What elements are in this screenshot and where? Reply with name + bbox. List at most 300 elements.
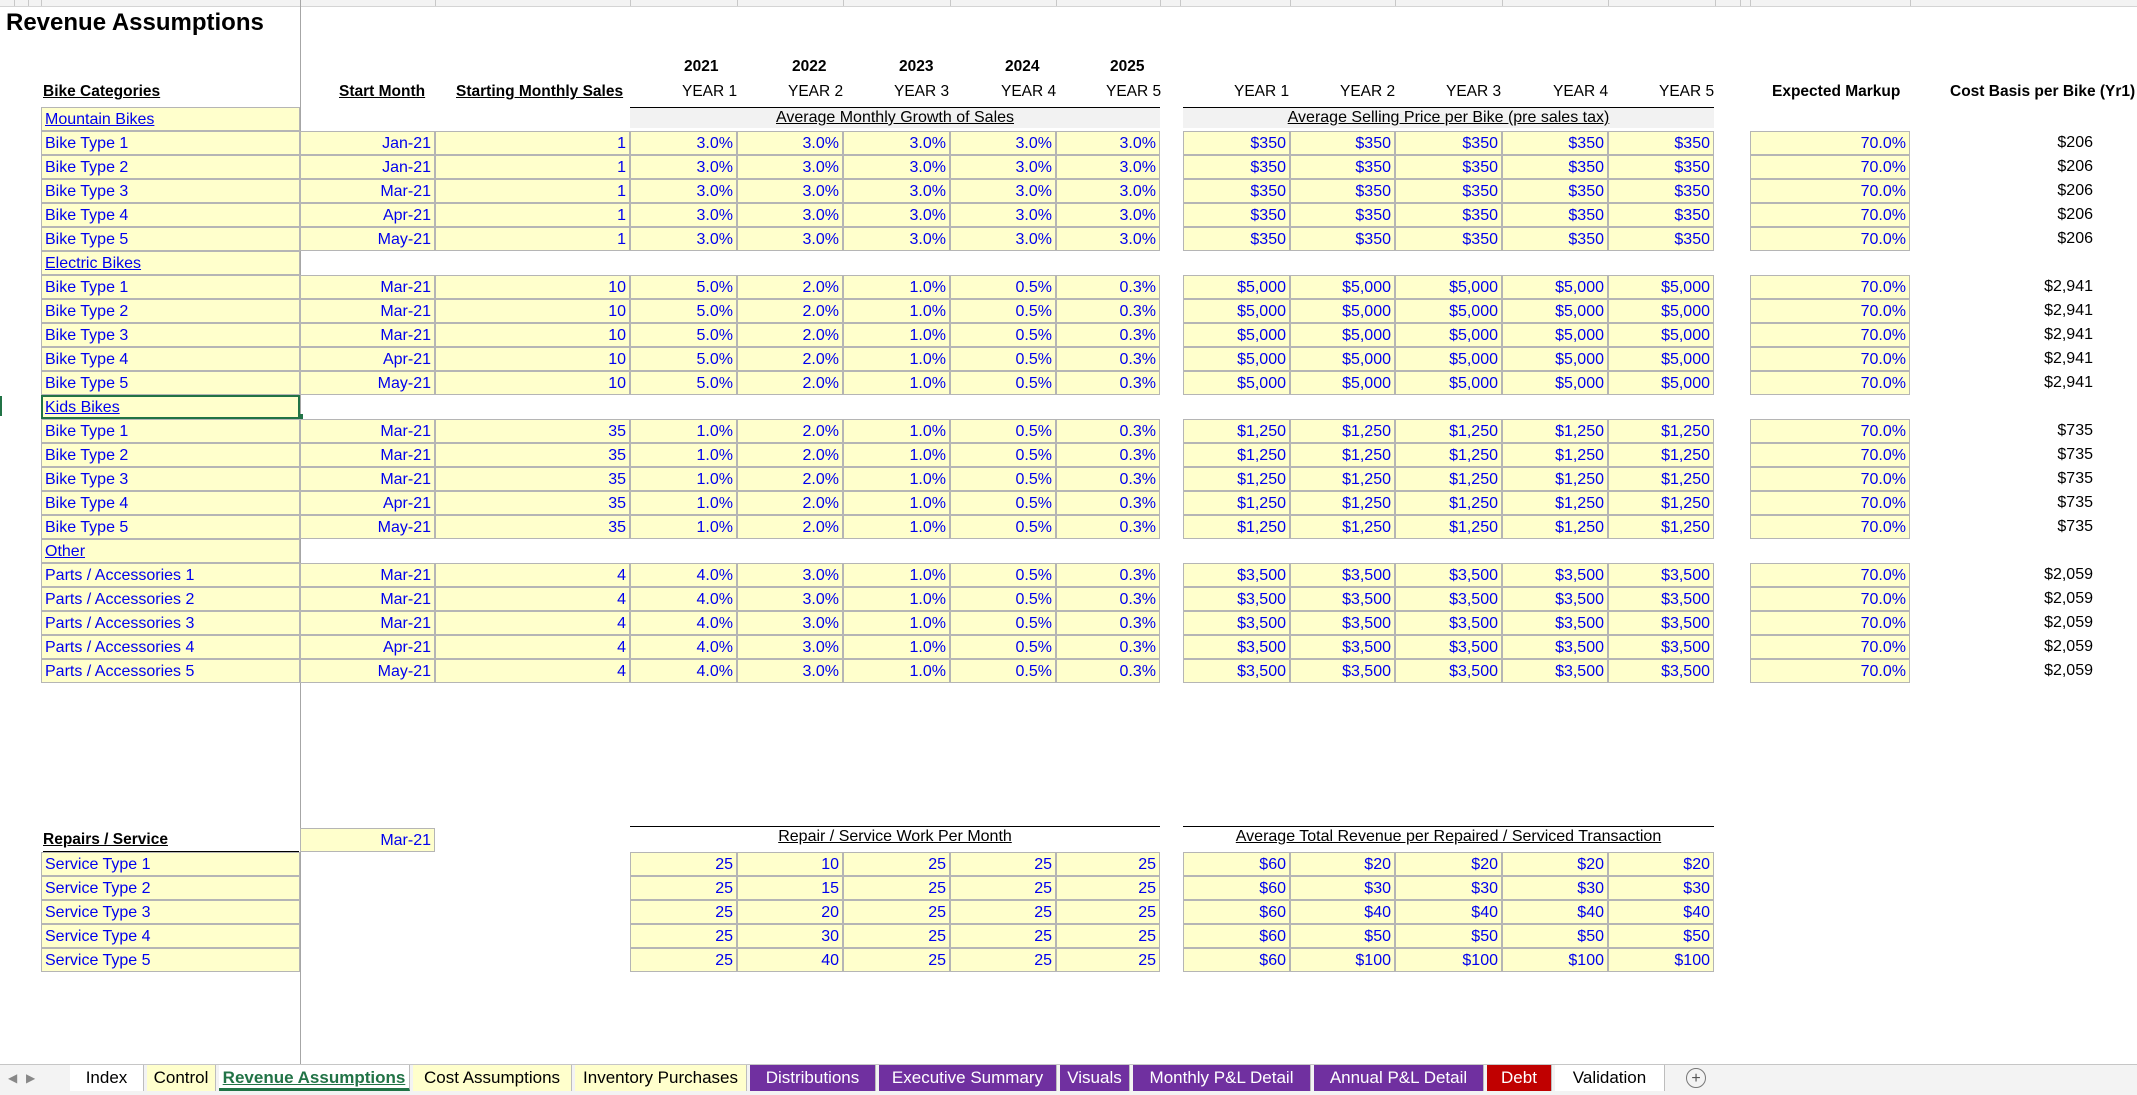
start-month-cell[interactable]: Apr-21 [300, 491, 435, 515]
growth-cell[interactable]: 3.0% [630, 227, 737, 251]
growth-cell[interactable]: 2.0% [737, 491, 843, 515]
growth-cell[interactable]: 0.5% [950, 611, 1056, 635]
starting-sales-cell[interactable]: 1 [435, 179, 630, 203]
growth-cell[interactable]: 3.0% [1056, 227, 1160, 251]
start-month-cell[interactable]: Mar-21 [300, 275, 435, 299]
price-cell[interactable]: $1,250 [1608, 443, 1714, 467]
starting-sales-cell[interactable]: 1 [435, 131, 630, 155]
markup-cell[interactable]: 70.0% [1750, 659, 1910, 683]
growth-cell[interactable]: 3.0% [1056, 155, 1160, 179]
repair-work-cell[interactable]: 25 [843, 948, 950, 972]
growth-cell[interactable]: 2.0% [737, 371, 843, 395]
repair-revenue-cell[interactable]: $60 [1183, 900, 1290, 924]
growth-cell[interactable]: 1.0% [843, 611, 950, 635]
price-cell[interactable]: $1,250 [1502, 443, 1608, 467]
price-cell[interactable]: $5,000 [1502, 371, 1608, 395]
price-cell[interactable]: $350 [1502, 131, 1608, 155]
growth-cell[interactable]: 3.0% [1056, 179, 1160, 203]
price-cell[interactable]: $350 [1502, 179, 1608, 203]
growth-cell[interactable]: 1.0% [630, 515, 737, 539]
repair-revenue-cell[interactable]: $60 [1183, 924, 1290, 948]
tab-index[interactable]: Index [70, 1065, 144, 1091]
repair-revenue-cell[interactable]: $40 [1502, 900, 1608, 924]
price-cell[interactable]: $350 [1502, 227, 1608, 251]
start-month-cell[interactable]: Mar-21 [300, 611, 435, 635]
price-cell[interactable]: $5,000 [1608, 323, 1714, 347]
repair-revenue-cell[interactable]: $60 [1183, 876, 1290, 900]
markup-cell[interactable]: 70.0% [1750, 515, 1910, 539]
price-cell[interactable]: $5,000 [1290, 323, 1395, 347]
growth-cell[interactable]: 3.0% [950, 131, 1056, 155]
plus-circle-icon[interactable]: + [1686, 1068, 1706, 1088]
price-cell[interactable]: $1,250 [1395, 419, 1502, 443]
markup-cell[interactable]: 70.0% [1750, 587, 1910, 611]
starting-sales-cell[interactable]: 35 [435, 491, 630, 515]
tab-cost-assumptions[interactable]: Cost Assumptions [413, 1065, 572, 1091]
row-label[interactable]: Bike Type 3 [41, 467, 300, 491]
start-month-cell[interactable]: Jan-21 [300, 155, 435, 179]
price-cell[interactable]: $350 [1183, 227, 1290, 251]
repair-revenue-cell[interactable]: $30 [1502, 876, 1608, 900]
repair-revenue-cell[interactable]: $40 [1608, 900, 1714, 924]
growth-cell[interactable]: 1.0% [843, 563, 950, 587]
growth-cell[interactable]: 1.0% [630, 467, 737, 491]
growth-cell[interactable]: 4.0% [630, 587, 737, 611]
growth-cell[interactable]: 1.0% [843, 443, 950, 467]
markup-cell[interactable]: 70.0% [1750, 371, 1910, 395]
repair-revenue-cell[interactable]: $50 [1608, 924, 1714, 948]
markup-cell[interactable]: 70.0% [1750, 443, 1910, 467]
repair-work-cell[interactable]: 25 [630, 900, 737, 924]
start-month-cell[interactable]: Mar-21 [300, 587, 435, 611]
growth-cell[interactable]: 1.0% [630, 419, 737, 443]
price-cell[interactable]: $350 [1183, 203, 1290, 227]
repair-work-cell[interactable]: 25 [950, 852, 1056, 876]
row-label[interactable]: Parts / Accessories 3 [41, 611, 300, 635]
repair-work-cell[interactable]: 20 [737, 900, 843, 924]
repair-revenue-cell[interactable]: $50 [1395, 924, 1502, 948]
price-cell[interactable]: $5,000 [1608, 275, 1714, 299]
price-cell[interactable]: $1,250 [1290, 491, 1395, 515]
growth-cell[interactable]: 3.0% [843, 155, 950, 179]
price-cell[interactable]: $3,500 [1608, 563, 1714, 587]
start-month-cell[interactable]: Mar-21 [300, 179, 435, 203]
markup-cell[interactable]: 70.0% [1750, 179, 1910, 203]
price-cell[interactable]: $1,250 [1290, 419, 1395, 443]
price-cell[interactable]: $3,500 [1395, 659, 1502, 683]
markup-cell[interactable]: 70.0% [1750, 131, 1910, 155]
start-month-cell[interactable]: Jan-21 [300, 131, 435, 155]
price-cell[interactable]: $1,250 [1502, 491, 1608, 515]
price-cell[interactable]: $5,000 [1183, 323, 1290, 347]
caret-right-icon[interactable]: ▶ [26, 1071, 36, 1085]
price-cell[interactable]: $3,500 [1502, 563, 1608, 587]
starting-sales-cell[interactable]: 1 [435, 203, 630, 227]
growth-cell[interactable]: 0.3% [1056, 275, 1160, 299]
growth-cell[interactable]: 5.0% [630, 275, 737, 299]
price-cell[interactable]: $1,250 [1183, 467, 1290, 491]
growth-cell[interactable]: 3.0% [1056, 203, 1160, 227]
growth-cell[interactable]: 0.3% [1056, 323, 1160, 347]
repair-revenue-cell[interactable]: $40 [1290, 900, 1395, 924]
price-cell[interactable]: $350 [1608, 203, 1714, 227]
price-cell[interactable]: $350 [1395, 131, 1502, 155]
repair-revenue-cell[interactable]: $40 [1395, 900, 1502, 924]
growth-cell[interactable]: 5.0% [630, 347, 737, 371]
starting-sales-cell[interactable]: 4 [435, 635, 630, 659]
price-cell[interactable]: $5,000 [1395, 299, 1502, 323]
price-cell[interactable]: $3,500 [1395, 587, 1502, 611]
growth-cell[interactable]: 0.3% [1056, 611, 1160, 635]
repair-revenue-cell[interactable]: $60 [1183, 852, 1290, 876]
price-cell[interactable]: $3,500 [1502, 659, 1608, 683]
repair-work-cell[interactable]: 30 [737, 924, 843, 948]
row-label[interactable]: Bike Type 4 [41, 491, 300, 515]
start-month-cell[interactable]: Mar-21 [300, 323, 435, 347]
row-label[interactable]: Bike Type 1 [41, 419, 300, 443]
price-cell[interactable]: $5,000 [1395, 323, 1502, 347]
start-month-cell[interactable]: May-21 [300, 227, 435, 251]
price-cell[interactable]: $5,000 [1183, 299, 1290, 323]
price-cell[interactable]: $5,000 [1290, 299, 1395, 323]
price-cell[interactable]: $350 [1608, 131, 1714, 155]
price-cell[interactable]: $1,250 [1290, 467, 1395, 491]
repair-revenue-cell[interactable]: $30 [1608, 876, 1714, 900]
markup-cell[interactable]: 70.0% [1750, 611, 1910, 635]
tab-debt[interactable]: Debt [1487, 1065, 1552, 1091]
growth-cell[interactable]: 1.0% [843, 275, 950, 299]
growth-cell[interactable]: 2.0% [737, 419, 843, 443]
row-label[interactable]: Parts / Accessories 5 [41, 659, 300, 683]
repair-work-cell[interactable]: 25 [843, 900, 950, 924]
growth-cell[interactable]: 0.3% [1056, 563, 1160, 587]
starting-sales-cell[interactable]: 35 [435, 443, 630, 467]
repair-work-cell[interactable]: 25 [1056, 924, 1160, 948]
service-row-label[interactable]: Service Type 3 [41, 900, 300, 924]
price-cell[interactable]: $350 [1502, 203, 1608, 227]
caret-left-icon[interactable]: ◀ [8, 1071, 18, 1085]
growth-cell[interactable]: 0.5% [950, 563, 1056, 587]
growth-cell[interactable]: 3.0% [843, 227, 950, 251]
growth-cell[interactable]: 4.0% [630, 563, 737, 587]
growth-cell[interactable]: 3.0% [843, 179, 950, 203]
price-cell[interactable]: $3,500 [1502, 635, 1608, 659]
repair-work-cell[interactable]: 25 [630, 852, 737, 876]
price-cell[interactable]: $3,500 [1183, 611, 1290, 635]
price-cell[interactable]: $5,000 [1395, 275, 1502, 299]
starting-sales-cell[interactable]: 35 [435, 419, 630, 443]
row-label[interactable]: Bike Type 1 [41, 275, 300, 299]
start-month-cell[interactable]: May-21 [300, 515, 435, 539]
price-cell[interactable]: $1,250 [1502, 515, 1608, 539]
growth-cell[interactable]: 0.3% [1056, 419, 1160, 443]
price-cell[interactable]: $5,000 [1502, 347, 1608, 371]
service-row-label[interactable]: Service Type 2 [41, 876, 300, 900]
start-month-cell[interactable]: Mar-21 [300, 443, 435, 467]
growth-cell[interactable]: 3.0% [630, 203, 737, 227]
repair-work-cell[interactable]: 25 [950, 924, 1056, 948]
markup-cell[interactable]: 70.0% [1750, 491, 1910, 515]
growth-cell[interactable]: 4.0% [630, 635, 737, 659]
growth-cell[interactable]: 1.0% [843, 515, 950, 539]
growth-cell[interactable]: 0.5% [950, 515, 1056, 539]
growth-cell[interactable]: 5.0% [630, 323, 737, 347]
price-cell[interactable]: $5,000 [1183, 275, 1290, 299]
price-cell[interactable]: $350 [1290, 155, 1395, 179]
price-cell[interactable]: $5,000 [1290, 371, 1395, 395]
repair-work-cell[interactable]: 25 [630, 924, 737, 948]
starting-sales-cell[interactable]: 1 [435, 155, 630, 179]
markup-cell[interactable]: 70.0% [1750, 419, 1910, 443]
growth-cell[interactable]: 2.0% [737, 347, 843, 371]
price-cell[interactable]: $1,250 [1608, 515, 1714, 539]
price-cell[interactable]: $350 [1395, 179, 1502, 203]
growth-cell[interactable]: 3.0% [737, 635, 843, 659]
growth-cell[interactable]: 0.5% [950, 275, 1056, 299]
repair-revenue-cell[interactable]: $20 [1290, 852, 1395, 876]
growth-cell[interactable]: 2.0% [737, 299, 843, 323]
section-header-other[interactable]: Other [41, 539, 300, 563]
growth-cell[interactable]: 1.0% [843, 491, 950, 515]
growth-cell[interactable]: 0.3% [1056, 491, 1160, 515]
repair-work-cell[interactable]: 25 [1056, 852, 1160, 876]
growth-cell[interactable]: 1.0% [843, 323, 950, 347]
price-cell[interactable]: $3,500 [1395, 635, 1502, 659]
growth-cell[interactable]: 0.3% [1056, 587, 1160, 611]
price-cell[interactable]: $3,500 [1183, 635, 1290, 659]
row-label[interactable]: Bike Type 4 [41, 203, 300, 227]
price-cell[interactable]: $3,500 [1290, 587, 1395, 611]
row-label[interactable]: Bike Type 2 [41, 155, 300, 179]
price-cell[interactable]: $350 [1290, 203, 1395, 227]
repair-revenue-cell[interactable]: $30 [1395, 876, 1502, 900]
growth-cell[interactable]: 1.0% [630, 491, 737, 515]
service-row-label[interactable]: Service Type 4 [41, 924, 300, 948]
repair-revenue-cell[interactable]: $100 [1608, 948, 1714, 972]
row-label[interactable]: Bike Type 2 [41, 299, 300, 323]
repair-work-cell[interactable]: 25 [950, 876, 1056, 900]
growth-cell[interactable]: 3.0% [843, 203, 950, 227]
start-month-cell[interactable]: May-21 [300, 659, 435, 683]
price-cell[interactable]: $3,500 [1395, 563, 1502, 587]
growth-cell[interactable]: 0.3% [1056, 635, 1160, 659]
tab-annual-p-l-detail[interactable]: Annual P&L Detail [1314, 1065, 1484, 1091]
service-row-label[interactable]: Service Type 1 [41, 852, 300, 876]
tab-validation[interactable]: Validation [1555, 1065, 1665, 1091]
price-cell[interactable]: $5,000 [1183, 347, 1290, 371]
price-cell[interactable]: $3,500 [1290, 563, 1395, 587]
repair-work-cell[interactable]: 40 [737, 948, 843, 972]
growth-cell[interactable]: 2.0% [737, 323, 843, 347]
growth-cell[interactable]: 1.0% [843, 299, 950, 323]
markup-cell[interactable]: 70.0% [1750, 275, 1910, 299]
growth-cell[interactable]: 1.0% [843, 635, 950, 659]
price-cell[interactable]: $350 [1395, 155, 1502, 179]
repair-work-cell[interactable]: 10 [737, 852, 843, 876]
growth-cell[interactable]: 0.5% [950, 467, 1056, 491]
section-header-electric-bikes[interactable]: Electric Bikes [41, 251, 300, 275]
growth-cell[interactable]: 4.0% [630, 659, 737, 683]
growth-cell[interactable]: 0.5% [950, 491, 1056, 515]
growth-cell[interactable]: 0.5% [950, 347, 1056, 371]
row-label[interactable]: Parts / Accessories 4 [41, 635, 300, 659]
growth-cell[interactable]: 0.3% [1056, 347, 1160, 371]
price-cell[interactable]: $5,000 [1502, 299, 1608, 323]
start-month-cell[interactable]: Apr-21 [300, 635, 435, 659]
price-cell[interactable]: $5,000 [1608, 371, 1714, 395]
markup-cell[interactable]: 70.0% [1750, 227, 1910, 251]
start-month-cell[interactable]: Mar-21 [300, 467, 435, 491]
repair-work-cell[interactable]: 25 [950, 948, 1056, 972]
growth-cell[interactable]: 3.0% [950, 155, 1056, 179]
price-cell[interactable]: $1,250 [1395, 443, 1502, 467]
tab-distributions[interactable]: Distributions [750, 1065, 876, 1091]
growth-cell[interactable]: 3.0% [737, 131, 843, 155]
markup-cell[interactable]: 70.0% [1750, 323, 1910, 347]
growth-cell[interactable]: 0.5% [950, 299, 1056, 323]
price-cell[interactable]: $3,500 [1290, 611, 1395, 635]
growth-cell[interactable]: 3.0% [737, 587, 843, 611]
growth-cell[interactable]: 2.0% [737, 515, 843, 539]
growth-cell[interactable]: 3.0% [737, 563, 843, 587]
repair-work-cell[interactable]: 25 [630, 948, 737, 972]
price-cell[interactable]: $1,250 [1183, 443, 1290, 467]
price-cell[interactable]: $5,000 [1183, 371, 1290, 395]
price-cell[interactable]: $3,500 [1395, 611, 1502, 635]
section-header-kids-bikes[interactable]: Kids Bikes [41, 395, 300, 419]
growth-cell[interactable]: 0.3% [1056, 659, 1160, 683]
growth-cell[interactable]: 3.0% [630, 155, 737, 179]
price-cell[interactable]: $1,250 [1290, 515, 1395, 539]
growth-cell[interactable]: 0.5% [950, 587, 1056, 611]
repair-work-cell[interactable]: 25 [843, 924, 950, 948]
growth-cell[interactable]: 3.0% [737, 179, 843, 203]
price-cell[interactable]: $350 [1608, 155, 1714, 179]
price-cell[interactable]: $1,250 [1395, 515, 1502, 539]
row-label[interactable]: Bike Type 4 [41, 347, 300, 371]
price-cell[interactable]: $1,250 [1608, 467, 1714, 491]
growth-cell[interactable]: 3.0% [950, 227, 1056, 251]
price-cell[interactable]: $5,000 [1608, 347, 1714, 371]
starting-sales-cell[interactable]: 10 [435, 347, 630, 371]
price-cell[interactable]: $350 [1608, 227, 1714, 251]
tab-monthly-p-l-detail[interactable]: Monthly P&L Detail [1133, 1065, 1311, 1091]
growth-cell[interactable]: 0.5% [950, 443, 1056, 467]
repair-work-cell[interactable]: 25 [1056, 948, 1160, 972]
repair-work-cell[interactable]: 25 [630, 876, 737, 900]
price-cell[interactable]: $350 [1608, 179, 1714, 203]
starting-sales-cell[interactable]: 4 [435, 611, 630, 635]
repair-work-cell[interactable]: 25 [950, 900, 1056, 924]
markup-cell[interactable]: 70.0% [1750, 155, 1910, 179]
price-cell[interactable]: $350 [1395, 203, 1502, 227]
growth-cell[interactable]: 3.0% [630, 179, 737, 203]
growth-cell[interactable]: 3.0% [737, 659, 843, 683]
price-cell[interactable]: $3,500 [1608, 611, 1714, 635]
column-header-strip[interactable] [0, 0, 2137, 7]
growth-cell[interactable]: 0.3% [1056, 515, 1160, 539]
markup-cell[interactable]: 70.0% [1750, 347, 1910, 371]
growth-cell[interactable]: 3.0% [737, 203, 843, 227]
starting-sales-cell[interactable]: 10 [435, 299, 630, 323]
growth-cell[interactable]: 0.3% [1056, 443, 1160, 467]
growth-cell[interactable]: 0.5% [950, 659, 1056, 683]
repair-revenue-cell[interactable]: $100 [1502, 948, 1608, 972]
growth-cell[interactable]: 1.0% [630, 443, 737, 467]
price-cell[interactable]: $1,250 [1608, 419, 1714, 443]
markup-cell[interactable]: 70.0% [1750, 635, 1910, 659]
price-cell[interactable]: $3,500 [1183, 659, 1290, 683]
row-label[interactable]: Bike Type 3 [41, 323, 300, 347]
starting-sales-cell[interactable]: 10 [435, 371, 630, 395]
start-month-cell[interactable]: Mar-21 [300, 419, 435, 443]
row-label[interactable]: Parts / Accessories 2 [41, 587, 300, 611]
price-cell[interactable]: $1,250 [1502, 467, 1608, 491]
row-label[interactable]: Bike Type 5 [41, 371, 300, 395]
repair-work-cell[interactable]: 15 [737, 876, 843, 900]
growth-cell[interactable]: 3.0% [843, 131, 950, 155]
markup-cell[interactable]: 70.0% [1750, 563, 1910, 587]
tab-control[interactable]: Control [147, 1065, 216, 1091]
repair-revenue-cell[interactable]: $20 [1395, 852, 1502, 876]
growth-cell[interactable]: 1.0% [843, 587, 950, 611]
price-cell[interactable]: $3,500 [1608, 635, 1714, 659]
markup-cell[interactable]: 70.0% [1750, 203, 1910, 227]
growth-cell[interactable]: 3.0% [630, 131, 737, 155]
price-cell[interactable]: $3,500 [1608, 587, 1714, 611]
price-cell[interactable]: $1,250 [1608, 491, 1714, 515]
growth-cell[interactable]: 1.0% [843, 371, 950, 395]
price-cell[interactable]: $350 [1183, 131, 1290, 155]
price-cell[interactable]: $1,250 [1395, 491, 1502, 515]
growth-cell[interactable]: 5.0% [630, 299, 737, 323]
start-month-cell[interactable]: May-21 [300, 371, 435, 395]
start-month-cell[interactable]: Mar-21 [300, 299, 435, 323]
price-cell[interactable]: $5,000 [1608, 299, 1714, 323]
price-cell[interactable]: $350 [1183, 155, 1290, 179]
growth-cell[interactable]: 3.0% [1056, 131, 1160, 155]
price-cell[interactable]: $3,500 [1502, 587, 1608, 611]
tab-visuals[interactable]: Visuals [1060, 1065, 1130, 1091]
repair-work-cell[interactable]: 25 [1056, 876, 1160, 900]
growth-cell[interactable]: 2.0% [737, 275, 843, 299]
growth-cell[interactable]: 3.0% [950, 179, 1056, 203]
growth-cell[interactable]: 0.5% [950, 371, 1056, 395]
price-cell[interactable]: $3,500 [1183, 587, 1290, 611]
markup-cell[interactable]: 70.0% [1750, 299, 1910, 323]
price-cell[interactable]: $350 [1290, 131, 1395, 155]
growth-cell[interactable]: 0.3% [1056, 299, 1160, 323]
row-label[interactable]: Bike Type 2 [41, 443, 300, 467]
growth-cell[interactable]: 3.0% [950, 203, 1056, 227]
growth-cell[interactable]: 3.0% [737, 155, 843, 179]
starting-sales-cell[interactable]: 35 [435, 467, 630, 491]
price-cell[interactable]: $350 [1290, 227, 1395, 251]
price-cell[interactable]: $3,500 [1502, 611, 1608, 635]
repair-work-cell[interactable]: 25 [1056, 900, 1160, 924]
repair-revenue-cell[interactable]: $20 [1608, 852, 1714, 876]
service-row-label[interactable]: Service Type 5 [41, 948, 300, 972]
starting-sales-cell[interactable]: 4 [435, 587, 630, 611]
growth-cell[interactable]: 1.0% [843, 659, 950, 683]
growth-cell[interactable]: 2.0% [737, 467, 843, 491]
row-label[interactable]: Bike Type 5 [41, 227, 300, 251]
repair-revenue-cell[interactable]: $100 [1395, 948, 1502, 972]
price-cell[interactable]: $3,500 [1608, 659, 1714, 683]
price-cell[interactable]: $5,000 [1290, 347, 1395, 371]
price-cell[interactable]: $3,500 [1183, 563, 1290, 587]
price-cell[interactable]: $3,500 [1290, 659, 1395, 683]
